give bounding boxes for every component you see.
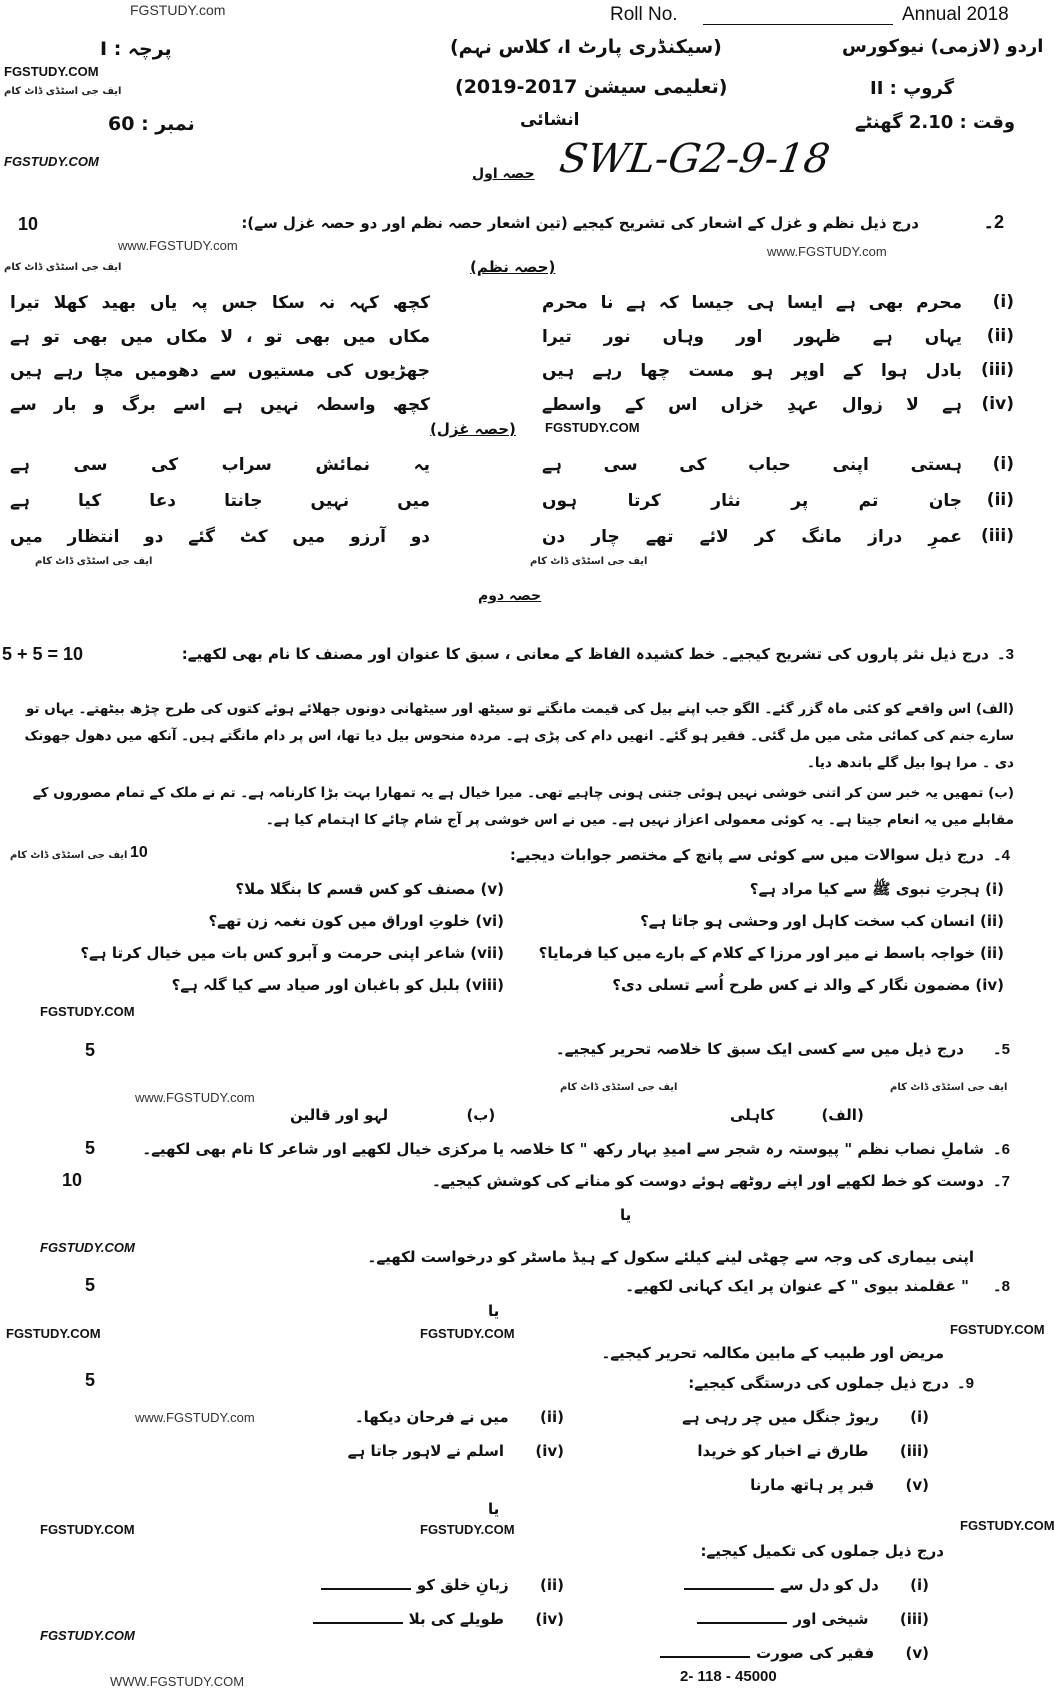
q8-number: 8۔: [992, 1278, 1010, 1295]
q5-option-b: [290, 1106, 495, 1124]
verse-number: (iii): [980, 360, 1014, 380]
watermark: www.FGSTUDY.com: [118, 238, 238, 253]
verse-number: (i): [992, 292, 1014, 312]
q2-marks: 10: [18, 214, 39, 234]
q4-number: 4۔: [992, 847, 1010, 864]
watermark: FGSTUDY.COM: [545, 420, 640, 435]
item-text: شاعر اپنی حرمت و آبرو کس بات میں خیال کرتا ہے؟: [80, 944, 465, 962]
verse-line: یہاں ہے ظہور اور وہاں نور تیرا: [542, 327, 962, 347]
exam-session: Annual 2018: [902, 4, 1009, 25]
section-heading: حصہ اول: [472, 166, 535, 182]
watermark-urdu: ایف جی اسٹڈی ڈاٹ کام: [560, 1082, 678, 1093]
item-text: ریوڑ جنگل میں چر رہی ہے: [682, 1408, 879, 1426]
item-number: (vi): [475, 912, 504, 930]
option-label: (ب): [466, 1106, 496, 1124]
or-label: یا: [488, 1500, 500, 1518]
question-item: [348, 1442, 564, 1460]
watermark: FGSTUDY.COM: [960, 1518, 1055, 1533]
item-number: (iv): [535, 1610, 564, 1628]
or-label: یا: [620, 1206, 632, 1224]
q8-marks: 5: [85, 1275, 96, 1295]
item-number: (ii): [979, 912, 1004, 930]
item-text: خلوتِ اوراق میں کون نغمہ زن تھے؟: [208, 912, 471, 930]
question-item: [355, 1408, 564, 1426]
session-line: (تعلیمی سیشن 2017-2019): [455, 76, 728, 98]
question-item: [697, 1442, 929, 1460]
item-number: (vii): [470, 944, 504, 962]
watermark: www.FGSTUDY.com: [135, 1090, 255, 1105]
item-number: (i): [910, 1408, 929, 1426]
watermark: www.FGSTUDY.com: [135, 1410, 255, 1425]
handwritten-code: SWL-G2-9-18: [556, 136, 833, 182]
verse-line: مکاں میں بھی تو ، لا مکاں میں بھی تو ہے: [10, 327, 430, 347]
q6-marks: 5: [85, 1138, 96, 1158]
watermark-urdu: ایف جی اسٹڈی ڈاٹ کام: [10, 850, 128, 861]
item-number: (ii): [539, 1408, 564, 1426]
q3-number: 3۔: [996, 646, 1014, 663]
paper-type: انشائی: [520, 110, 580, 130]
verse-line: محرم بھی ہے ایسا ہی جیسا کہ ہے نا محرم: [542, 293, 962, 313]
passage-label: (ب): [988, 785, 1014, 801]
watermark-urdu: ایف جی اسٹڈی ڈاٹ کام: [35, 556, 153, 567]
verse-number: (ii): [986, 326, 1014, 346]
verse-line: بادل ہوا کے اوپر ہو مست چھا رہے ہیں: [542, 361, 962, 381]
fill-blank-item: [654, 1644, 929, 1662]
fill-blank-item: [307, 1610, 564, 1628]
watermark: FGSTUDY.COM: [420, 1522, 515, 1537]
q8-text: " عقلمند بیوی " کے عنوان پر ایک کہانی لکھیے۔: [625, 1277, 969, 1295]
item-number: (viii): [465, 976, 504, 994]
q9-alt-text: درج ذیل جملوں کی تکمیل کیجیے:: [700, 1542, 944, 1560]
item-text: شیخی اور: [793, 1610, 869, 1628]
item-number: (i): [910, 1576, 929, 1594]
fill-blank-item: [691, 1610, 929, 1628]
answer-blank: [697, 1622, 787, 1624]
q3-passage-a: [24, 696, 1014, 777]
time: وقت : 2.10 گھنٹے: [855, 112, 1016, 133]
watermark: FGSTUDY.COM: [420, 1326, 515, 1341]
question-item: [640, 912, 1004, 930]
verse-number: (iv): [981, 394, 1014, 414]
item-number: (ii): [979, 944, 1004, 962]
item-text: مضمون نگار کے والد نے کس طرح اُسے تسلی دی؟: [612, 976, 971, 994]
q7-alt-text: اپنی بیماری کی وجہ سے چھٹی لینے کیلئے سکول کے ہیڈ ماسٹر کو درخواست لکھیے۔: [367, 1248, 974, 1266]
watermark: www.FGSTUDY.com: [767, 244, 887, 259]
question-item: [750, 1476, 929, 1494]
watermark-urdu: ایف جی اسٹڈی ڈاٹ کام: [4, 86, 122, 97]
verse-line: جھڑیوں کی مستیوں سے دھومیں مچا رہے ہیں: [10, 361, 430, 381]
item-number: (iv): [535, 1442, 564, 1460]
q3-text: درج ذیل نثر پاروں کی تشریح کیجیے۔ خط کشیدہ الفاظ کے معانی ، سبق کا عنوان اور مصنف کا نام بھی لکھیے:: [181, 645, 989, 663]
q7-marks: 10: [62, 1170, 83, 1190]
item-text: اسلم نے لاہور جاتا ہے: [347, 1442, 505, 1460]
verse-line: کچھ واسطہ نہیں ہے اسے برگ و بار سے: [10, 395, 430, 415]
watermark: WWW.FGSTUDY.COM: [110, 1674, 245, 1689]
watermark: FGSTUDY.COM: [4, 154, 99, 169]
roll-no-label: Roll No.: [610, 4, 678, 25]
verse-line: جان تم پر نثار کرتا ہوں: [542, 491, 962, 511]
subject: اردو (لازمی) نیوکورس: [842, 36, 1044, 57]
item-text: میں نے فرحان دیکھا۔: [354, 1408, 509, 1426]
verse-line: یہ نمائش سراب کی سی ہے: [10, 455, 430, 475]
group: گروپ : II: [870, 78, 955, 99]
item-number: (v): [905, 1644, 929, 1662]
verse-line: کچھ کہہ نہ سکا جس پہ یاں بھید کھلا تیرا: [10, 293, 430, 313]
roll-no-field: [703, 24, 893, 25]
q2-text: درج ذیل نظم و غزل کے اشعار کی تشریح کیجیے (تین اشعار حصہ نظم اور دو حصہ غزل سے):: [241, 214, 919, 232]
q7-number: 7۔: [992, 1173, 1010, 1190]
option-text: لہو اور قالین: [290, 1106, 389, 1124]
item-text: فقیر کی صورت: [756, 1644, 875, 1662]
q5-text: درج ذیل میں سے کسی ایک سبق کا خلاصہ تحریر کیجیے۔: [555, 1040, 964, 1058]
verse-number: (iii): [980, 526, 1014, 546]
watermark: FGSTUDY.COM: [40, 1240, 135, 1255]
class-line: (سیکنڈری پارٹ I، کلاس نہم): [450, 36, 722, 58]
q3-passages: [24, 696, 1014, 837]
item-number: (iv): [975, 976, 1004, 994]
question-item: [172, 976, 504, 994]
verse-line: عمرِ دراز مانگ کر لائے تھے چار دن: [542, 527, 962, 547]
watermark: FGSTUDY.COM: [6, 1326, 101, 1341]
item-text: انسان کب سخت کاہل اور وحشی ہو جاتا ہے؟: [640, 912, 975, 930]
question-item: [612, 976, 1004, 994]
watermark-urdu: ایف جی اسٹڈی ڈاٹ کام: [530, 556, 648, 567]
passage-text: تمھیں یہ خبر سن کر اتنی خوشی نہیں ہوئی جتنی ہونی چاہیے تھی۔ میرا خیال ہے یہ تمھارا بہت بڑا کارنامہ ہے۔ تم نے ملک کے تمام مصوروں کے مقابلے میں یہ انعام جیتا ہے۔ یہ کوئی معمولی اعزاز نہیں ہے۔ میں نے اس خوشی پر آج شام چائے کا اہتمام کیا ہے۔: [32, 785, 1014, 828]
watermark: FGSTUDY.COM: [40, 1522, 135, 1537]
verse-line: ہستی اپنی حباب کی سی ہے: [542, 455, 962, 475]
watermark: FGSTUDY.COM: [950, 1322, 1045, 1337]
item-number: (iii): [899, 1610, 929, 1628]
q8-alt-text: مریض اور طبیب کے مابین مکالمہ تحریر کیجیے۔: [601, 1344, 944, 1362]
item-text: مصنف کو کس قسم کا بنگلا ملا؟: [235, 880, 476, 898]
answer-blank: [313, 1622, 403, 1624]
verse-line: دو آرزو میں کٹ گئے دو انتظار میں: [10, 527, 430, 547]
item-number: (iii): [899, 1442, 929, 1460]
q9-number: 9۔: [956, 1375, 974, 1392]
q5-number: 5۔: [992, 1041, 1010, 1058]
item-text: خواجہ باسط نے میر اور مرزا کے کلام کے بارے میں کیا فرمایا؟: [538, 944, 976, 962]
verse-number: (i): [992, 454, 1014, 474]
q5-option-a: [730, 1106, 864, 1124]
passage-label: (الف): [975, 701, 1014, 717]
q6-text: شاملِ نصاب نظم " پیوستہ رہ شجر سے امیدِ بہار رکھ " کا خلاصہ یا مرکزی خیال لکھیے اور شاعر کا نام بھی لکھیے۔: [142, 1140, 984, 1158]
item-number: (i): [985, 880, 1004, 898]
passage-text: اس واقعے کو کئی ماہ گزر گئے۔ الگو جب اپنے بیل کی قیمت مانگتے تو سیٹھ اور سیٹھانی دونوں جھلائے ہوئے کتوں کی طرح چڑھ بیٹھتے۔ یہاں تو سارے جنم کی کمائی مٹی میں مل گئی۔ فقیر ہو گئے۔ انھیں دام کی پڑی ہے۔ مردہ منحوس بیل دیا تھا، اس پر دام مانگتے ہیں۔ آنکھ میں دھول جھونک دی ۔ مرا ہوا بیل گلے باندھ دیا۔: [24, 701, 1014, 771]
watermark: FGSTUDY.COM: [40, 1004, 135, 1019]
answer-blank: [684, 1588, 774, 1590]
q5-marks: 5: [85, 1040, 96, 1060]
q4-text: درج ذیل سوالات میں سے کوئی سے پانچ کے مختصر جوابات دیجیے:: [509, 846, 984, 864]
item-text: بلبل کو باغبان اور صیاد سے کیا گلہ ہے؟: [171, 976, 460, 994]
answer-blank: [660, 1656, 750, 1658]
question-item: [80, 944, 504, 962]
q3-passage-b: [24, 780, 1014, 834]
item-number: (ii): [539, 1576, 564, 1594]
question-item: [682, 1408, 929, 1426]
verse-number: (ii): [986, 490, 1014, 510]
item-text: قبر پر ہاتھ مارنا: [750, 1476, 875, 1494]
verse-line: ہے لا زوال عہدِ خزاں اس کے واسطے: [542, 395, 962, 415]
q9-marks: 5: [85, 1370, 96, 1390]
q2-number: 2۔: [983, 212, 1004, 232]
paper-code: 2- 118 - 45000: [680, 1668, 777, 1685]
section-heading: حصہ دوم: [478, 588, 542, 604]
watermark-urdu: ایف جی اسٹڈی ڈاٹ کام: [890, 1082, 1008, 1093]
question-item: [208, 912, 504, 930]
fill-blank-item: [315, 1576, 564, 1594]
total-marks: نمبر : 60: [108, 113, 195, 135]
item-text: دل کو دل سے: [780, 1576, 879, 1594]
question-item: [235, 880, 504, 898]
watermark: FGSTUDY.com: [130, 2, 226, 18]
item-text: زبانِ خلق کو: [416, 1576, 509, 1594]
q6-number: 6۔: [992, 1141, 1010, 1158]
option-label: (الف): [821, 1106, 864, 1124]
item-text: ہجرتِ نبوی ﷺ سے کیا مراد ہے؟: [749, 880, 980, 898]
watermark: FGSTUDY.COM: [4, 64, 99, 79]
watermark: FGSTUDY.COM: [40, 1628, 135, 1643]
item-number: (v): [905, 1476, 929, 1494]
option-text: کاہلی: [730, 1106, 775, 1124]
question-item: [539, 944, 1004, 962]
item-number: (v): [480, 880, 504, 898]
q9-text: درج ذیل جملوں کی درستگی کیجیے:: [688, 1374, 949, 1392]
fill-blank-item: [678, 1576, 929, 1594]
paper-label: پرچہ : I: [100, 38, 172, 60]
q4-marks: 10: [130, 844, 148, 861]
ghazal-heading: (حصہ غزل): [430, 420, 516, 438]
answer-blank: [321, 1588, 411, 1590]
question-item: [750, 880, 1004, 902]
item-text: طویلے کی بلا: [408, 1610, 505, 1628]
item-text: طارق نے اخبار کو خریدا: [697, 1442, 869, 1460]
verse-line: میں نہیں جانتا دعا کیا ہے: [10, 491, 430, 511]
q7-text: دوست کو خط لکھیے اور اپنے روٹھے ہوئے دوست کو منانے کی کوشش کیجیے۔: [432, 1172, 984, 1190]
q3-marks: 5 + 5 = 10: [2, 644, 84, 664]
watermark-urdu: ایف جی اسٹڈی ڈاٹ کام: [4, 262, 122, 273]
nazm-heading: (حصہ نظم): [470, 258, 556, 276]
or-label: یا: [488, 1302, 500, 1320]
